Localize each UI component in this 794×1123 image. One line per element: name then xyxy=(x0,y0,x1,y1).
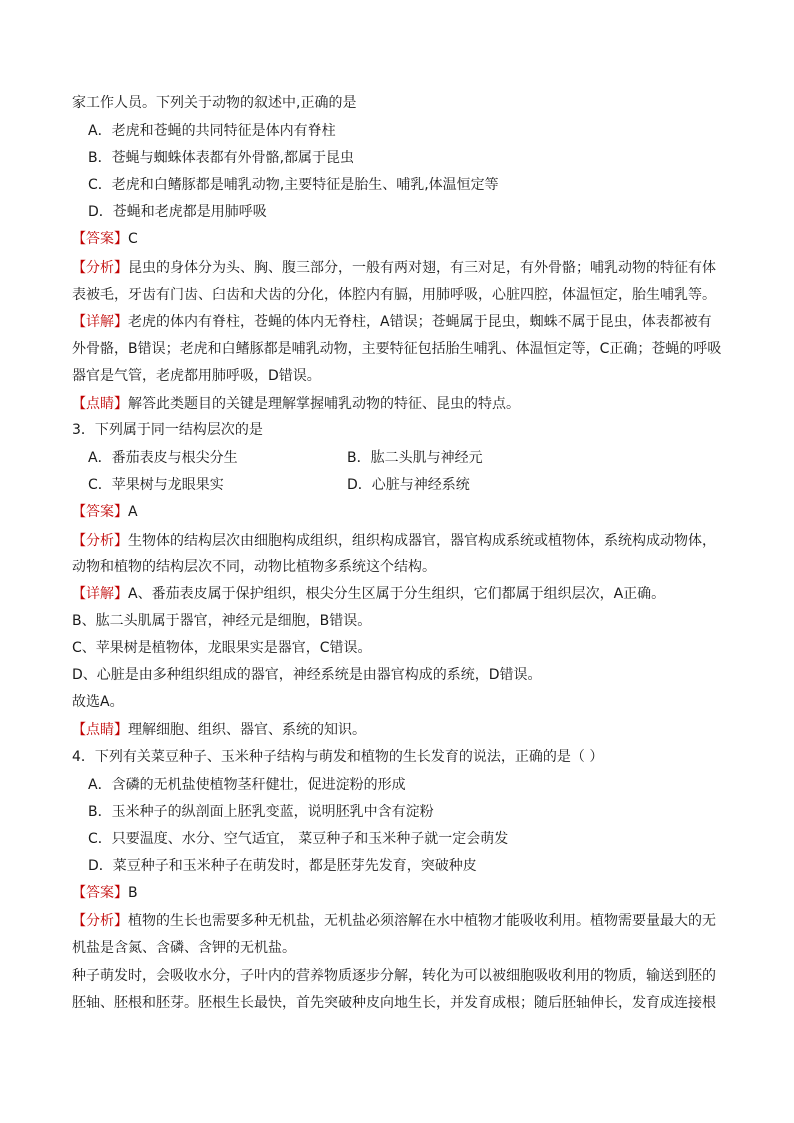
analysis-text: 昆虫的身体分为头、胸、腹三部分，一般有两对翅，有三对足，有外骨骼；哺乳动物的特征有体 xyxy=(128,260,716,276)
answer-value: A xyxy=(128,504,138,520)
detail-label: 【详解】 xyxy=(72,586,128,602)
q3-tip xyxy=(72,720,366,740)
q4-option-b: B．玉米种子的纵剖面上胚乳变蓝，说明胚乳中含有淀粉 xyxy=(88,804,434,820)
q2-option-d: D．苍蝇和老虎都是用肺呼吸 xyxy=(88,204,267,220)
q2-analysis-line-2: 表被毛，牙齿有门齿、臼齿和犬齿的分化，体腔内有膈，用肺呼吸，心脏四腔，体温恒定，胎生哺乳等。 xyxy=(72,287,716,303)
answer-label: 【答案】 xyxy=(72,231,128,247)
q4-stem: 4．下列有关菜豆种子、玉米种子结构与萌发和植物的生长发育的说法，正确的是（ ） xyxy=(72,749,604,765)
q3-answer xyxy=(72,502,138,522)
q4-option-d: D．菜豆种子和玉米种子在萌发时，都是胚芽先发育，突破种皮 xyxy=(88,858,477,874)
analysis-label: 【分析】 xyxy=(72,913,128,929)
q3-option-c: C．苹果树与龙眼果实 xyxy=(88,477,224,493)
answer-value: B xyxy=(128,885,138,901)
q4-analysis-line-3: 种子萌发时，会吸收水分，子叶内的营养物质逐步分解，转化为可以被细胞吸收利用的物质，输送到胚的 xyxy=(72,968,716,984)
q4-answer xyxy=(72,883,138,903)
answer-label: 【答案】 xyxy=(72,885,128,901)
tip-text: 解答此类题目的关键是理解掌握哺乳动物的特征、昆虫的特点。 xyxy=(128,396,520,412)
analysis-text: 植物的生长也需要多种无机盐，无机盐必须溶解在水中植物才能吸收利用。植物需要量最大的无 xyxy=(128,913,716,929)
analysis-text: 生物体的结构层次由细胞构成组织，组织构成器官，器官构成系统或植物体，系统构成动物体， xyxy=(128,533,716,549)
q3-analysis-line-2: 动物和植物的结构层次不同，动物比植物多系统这个结构。 xyxy=(72,559,436,575)
q4-analysis-line-4: 胚轴、胚根和胚芽。胚根生长最快，首先突破种皮向地生长，并发育成根；随后胚轴伸长，发育成连接根 xyxy=(72,995,716,1011)
q4-analysis-line-2: 机盐是含氮、含磷、含钾的无机盐。 xyxy=(72,940,296,956)
q3-analysis-line-1 xyxy=(72,531,716,551)
tip-label: 【点睛】 xyxy=(72,396,128,412)
tip-text: 理解细胞、组织、器官、系统的知识。 xyxy=(128,722,366,738)
q3-stem: 3．下列属于同一结构层次的是 xyxy=(72,422,263,438)
q4-analysis-line-1 xyxy=(72,911,716,931)
q3-detail-line-5: 故选A。 xyxy=(72,694,124,710)
q2-option-c: C．老虎和白鳍豚都是哺乳动物,主要特征是胎生、哺乳,体温恒定等 xyxy=(88,177,499,193)
detail-text: 老虎的体内有脊柱，苍蝇的体内无脊柱，A错误；苍蝇属于昆虫，蜘蛛不属于昆虫，体表都被有 xyxy=(128,314,712,330)
q2-detail-line-2: 外骨骼，B错误；老虎和白鳍豚都是哺乳动物，主要特征包括胎生哺乳、体温恒定等，C正确；苍蝇的呼吸 xyxy=(72,341,722,357)
q3-option-b: B．肱二头肌与神经元 xyxy=(347,450,483,466)
answer-label: 【答案】 xyxy=(72,504,128,520)
q2-detail-line-1 xyxy=(72,312,712,332)
q3-option-a: A．番茄表皮与根尖分生 xyxy=(88,450,238,466)
q3-detail-line-3: C、苹果树是植物体，龙眼果实是器官，C错误。 xyxy=(72,640,372,656)
q2-answer xyxy=(72,229,138,249)
q4-option-c: C．只要温度、水分、空气适宜， 菜豆种子和玉米种子就一定会萌发 xyxy=(88,831,509,847)
q2-detail-line-3: 器官是气管，老虎都用肺呼吸，D错误。 xyxy=(72,368,321,384)
q2-option-a: A．老虎和苍蝇的共同特征是体内有脊柱 xyxy=(88,123,336,139)
tip-label: 【点睛】 xyxy=(72,722,128,738)
q3-detail-line-4: D、心脏是由多种组织组成的器官，神经系统是由器官构成的系统，D错误。 xyxy=(72,667,542,683)
q4-option-a: A．含磷的无机盐使植物茎秆健壮，促进淀粉的形成 xyxy=(88,777,406,793)
q2-stem-tail: 家工作人员。下列关于动物的叙述中,正确的是 xyxy=(72,95,357,111)
answer-value: C xyxy=(128,231,138,247)
q3-detail-line-2: B、肱二头肌属于器官，神经元是细胞，B错误。 xyxy=(72,613,372,629)
q3-option-d: D．心脏与神经系统 xyxy=(347,477,470,493)
q2-option-b: B．苍蝇与蜘蛛体表都有外骨骼,都属于昆虫 xyxy=(88,150,355,166)
q2-tip xyxy=(72,394,520,414)
detail-text: A、番茄表皮属于保护组织，根尖分生区属于分生组织，它们都属于组织层次，A正确。 xyxy=(128,586,666,602)
q2-analysis-line-1 xyxy=(72,258,716,278)
q3-detail-line-1 xyxy=(72,584,665,604)
analysis-label: 【分析】 xyxy=(72,260,128,276)
detail-label: 【详解】 xyxy=(72,314,128,330)
analysis-label: 【分析】 xyxy=(72,533,128,549)
